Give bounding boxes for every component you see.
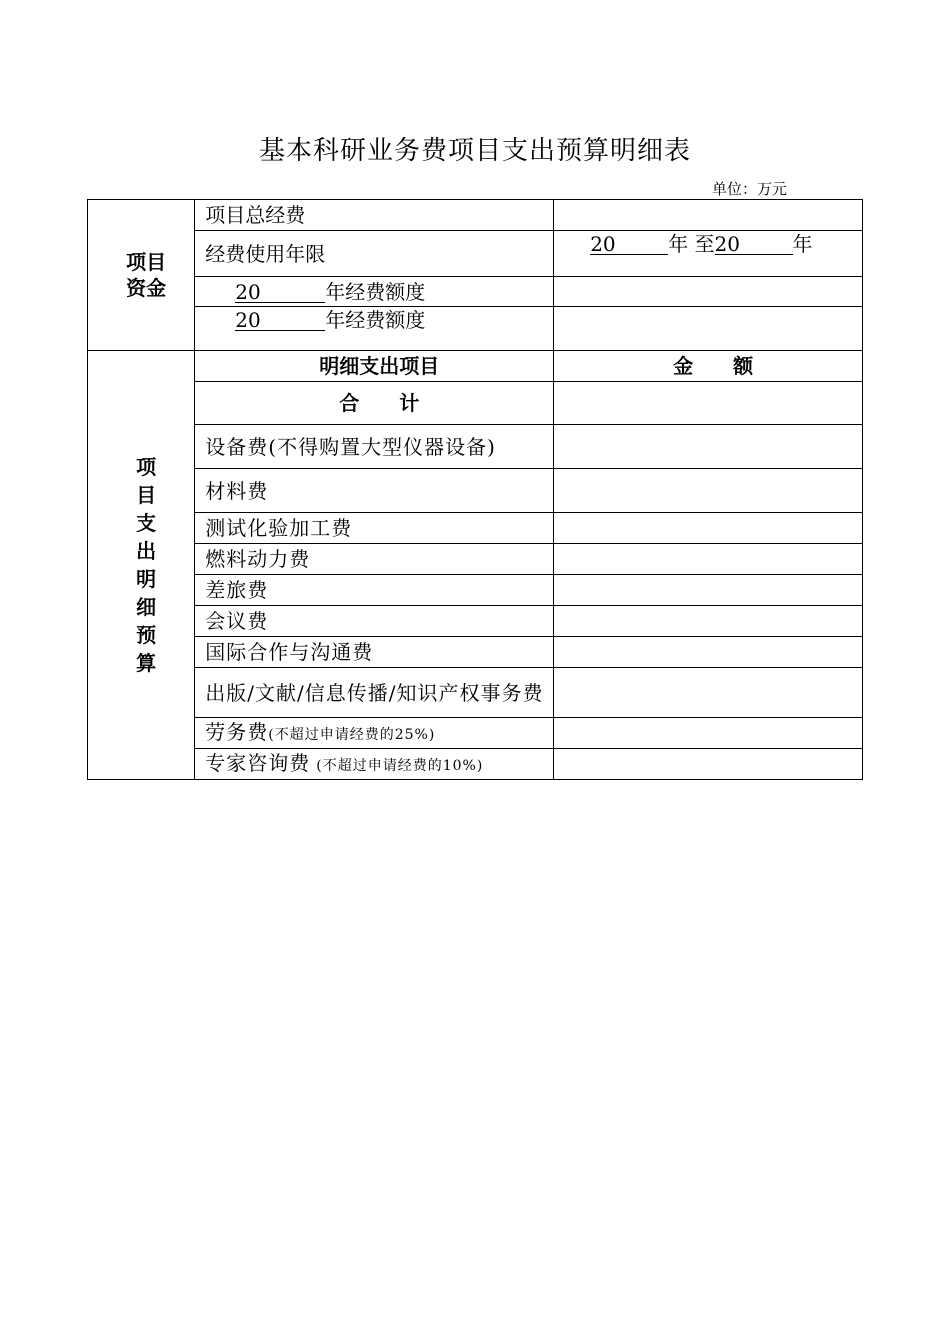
- year-unit-1: 年: [668, 232, 689, 256]
- item-label-equipment: 设备费(不得购置大型仪器设备): [195, 425, 554, 469]
- funds-row-annual-2: [88, 307, 863, 351]
- item-value-fuel[interactable]: [554, 544, 863, 575]
- end-year-field[interactable]: 20: [715, 234, 793, 255]
- annual-year-field-1[interactable]: 20: [235, 282, 325, 303]
- details-header-row: [88, 351, 863, 382]
- budget-table: [87, 199, 863, 780]
- item-label-publication: 出版/文献/信息传播/知识产权事务费: [195, 668, 554, 718]
- details-total-row: [88, 382, 863, 425]
- table-row: [88, 513, 863, 544]
- unit-label: 单位：万元: [712, 180, 788, 198]
- item-value-materials[interactable]: [554, 469, 863, 513]
- funds-label-annual-2: [195, 307, 554, 351]
- item-label-materials: 材料费: [195, 469, 554, 513]
- labor-label: 劳务费: [205, 719, 269, 744]
- page-title: 基本科研业务费项目支出预算明细表: [258, 136, 691, 166]
- funds-label-total: 项目总经费: [195, 200, 554, 231]
- details-header-item: 明细支出项目: [195, 351, 554, 382]
- funds-row-annual-1: [88, 277, 863, 307]
- item-label-travel: 差旅费: [195, 575, 554, 606]
- annual-year-field-2[interactable]: 20: [235, 310, 325, 331]
- annual-label-2: 年经费额度: [325, 308, 426, 332]
- to-label: 至: [694, 232, 715, 256]
- funds-value-total[interactable]: [554, 200, 863, 231]
- details-header-amount: 金 额: [554, 351, 863, 382]
- table-row: [88, 637, 863, 668]
- table-row: [88, 606, 863, 637]
- item-label-international: 国际合作与沟通费: [195, 637, 554, 668]
- expert-note: (不超过申请经费的10%): [316, 757, 484, 774]
- funds-label-years: 经费使用年限: [195, 231, 554, 277]
- funds-value-annual-2[interactable]: [554, 307, 863, 351]
- details-total-label: 合 计: [195, 382, 554, 425]
- item-label-labor: [195, 718, 554, 749]
- item-value-testing[interactable]: [554, 513, 863, 544]
- item-value-international[interactable]: [554, 637, 863, 668]
- item-value-publication[interactable]: [554, 668, 863, 718]
- table-row: [88, 718, 863, 749]
- funds-value-years[interactable]: [554, 231, 863, 277]
- details-side-text: 项目支出明细预算: [136, 455, 157, 675]
- item-value-expert[interactable]: [554, 749, 863, 780]
- funds-row-years: [88, 231, 863, 277]
- expert-label: 专家咨询费: [205, 750, 311, 775]
- table-row: [88, 668, 863, 718]
- details-side-label: [88, 351, 195, 780]
- start-year-field[interactable]: 20: [590, 234, 668, 255]
- item-label-meeting: 会议费: [195, 606, 554, 637]
- item-label-expert: [195, 749, 554, 780]
- table-row: [88, 749, 863, 780]
- funds-side-label: [88, 200, 195, 351]
- table-row: [88, 425, 863, 469]
- annual-label-1: 年经费额度: [325, 279, 426, 304]
- year-unit-2: 年: [792, 232, 813, 256]
- item-label-fuel: 燃料动力费: [195, 544, 554, 575]
- labor-note: (不超过申请经费的25%): [268, 726, 436, 743]
- table-row: [88, 575, 863, 606]
- table-row: [88, 469, 863, 513]
- details-total-value[interactable]: [554, 382, 863, 425]
- item-value-labor[interactable]: [554, 718, 863, 749]
- table-row: [88, 544, 863, 575]
- item-label-testing: 测试化验加工费: [195, 513, 554, 544]
- funds-row-total: [88, 200, 863, 231]
- funds-side-text: 项目资金: [126, 250, 167, 300]
- item-value-meeting[interactable]: [554, 606, 863, 637]
- funds-value-annual-1[interactable]: [554, 277, 863, 307]
- item-value-travel[interactable]: [554, 575, 863, 606]
- funds-label-annual-1: [195, 277, 554, 307]
- item-value-equipment[interactable]: [554, 425, 863, 469]
